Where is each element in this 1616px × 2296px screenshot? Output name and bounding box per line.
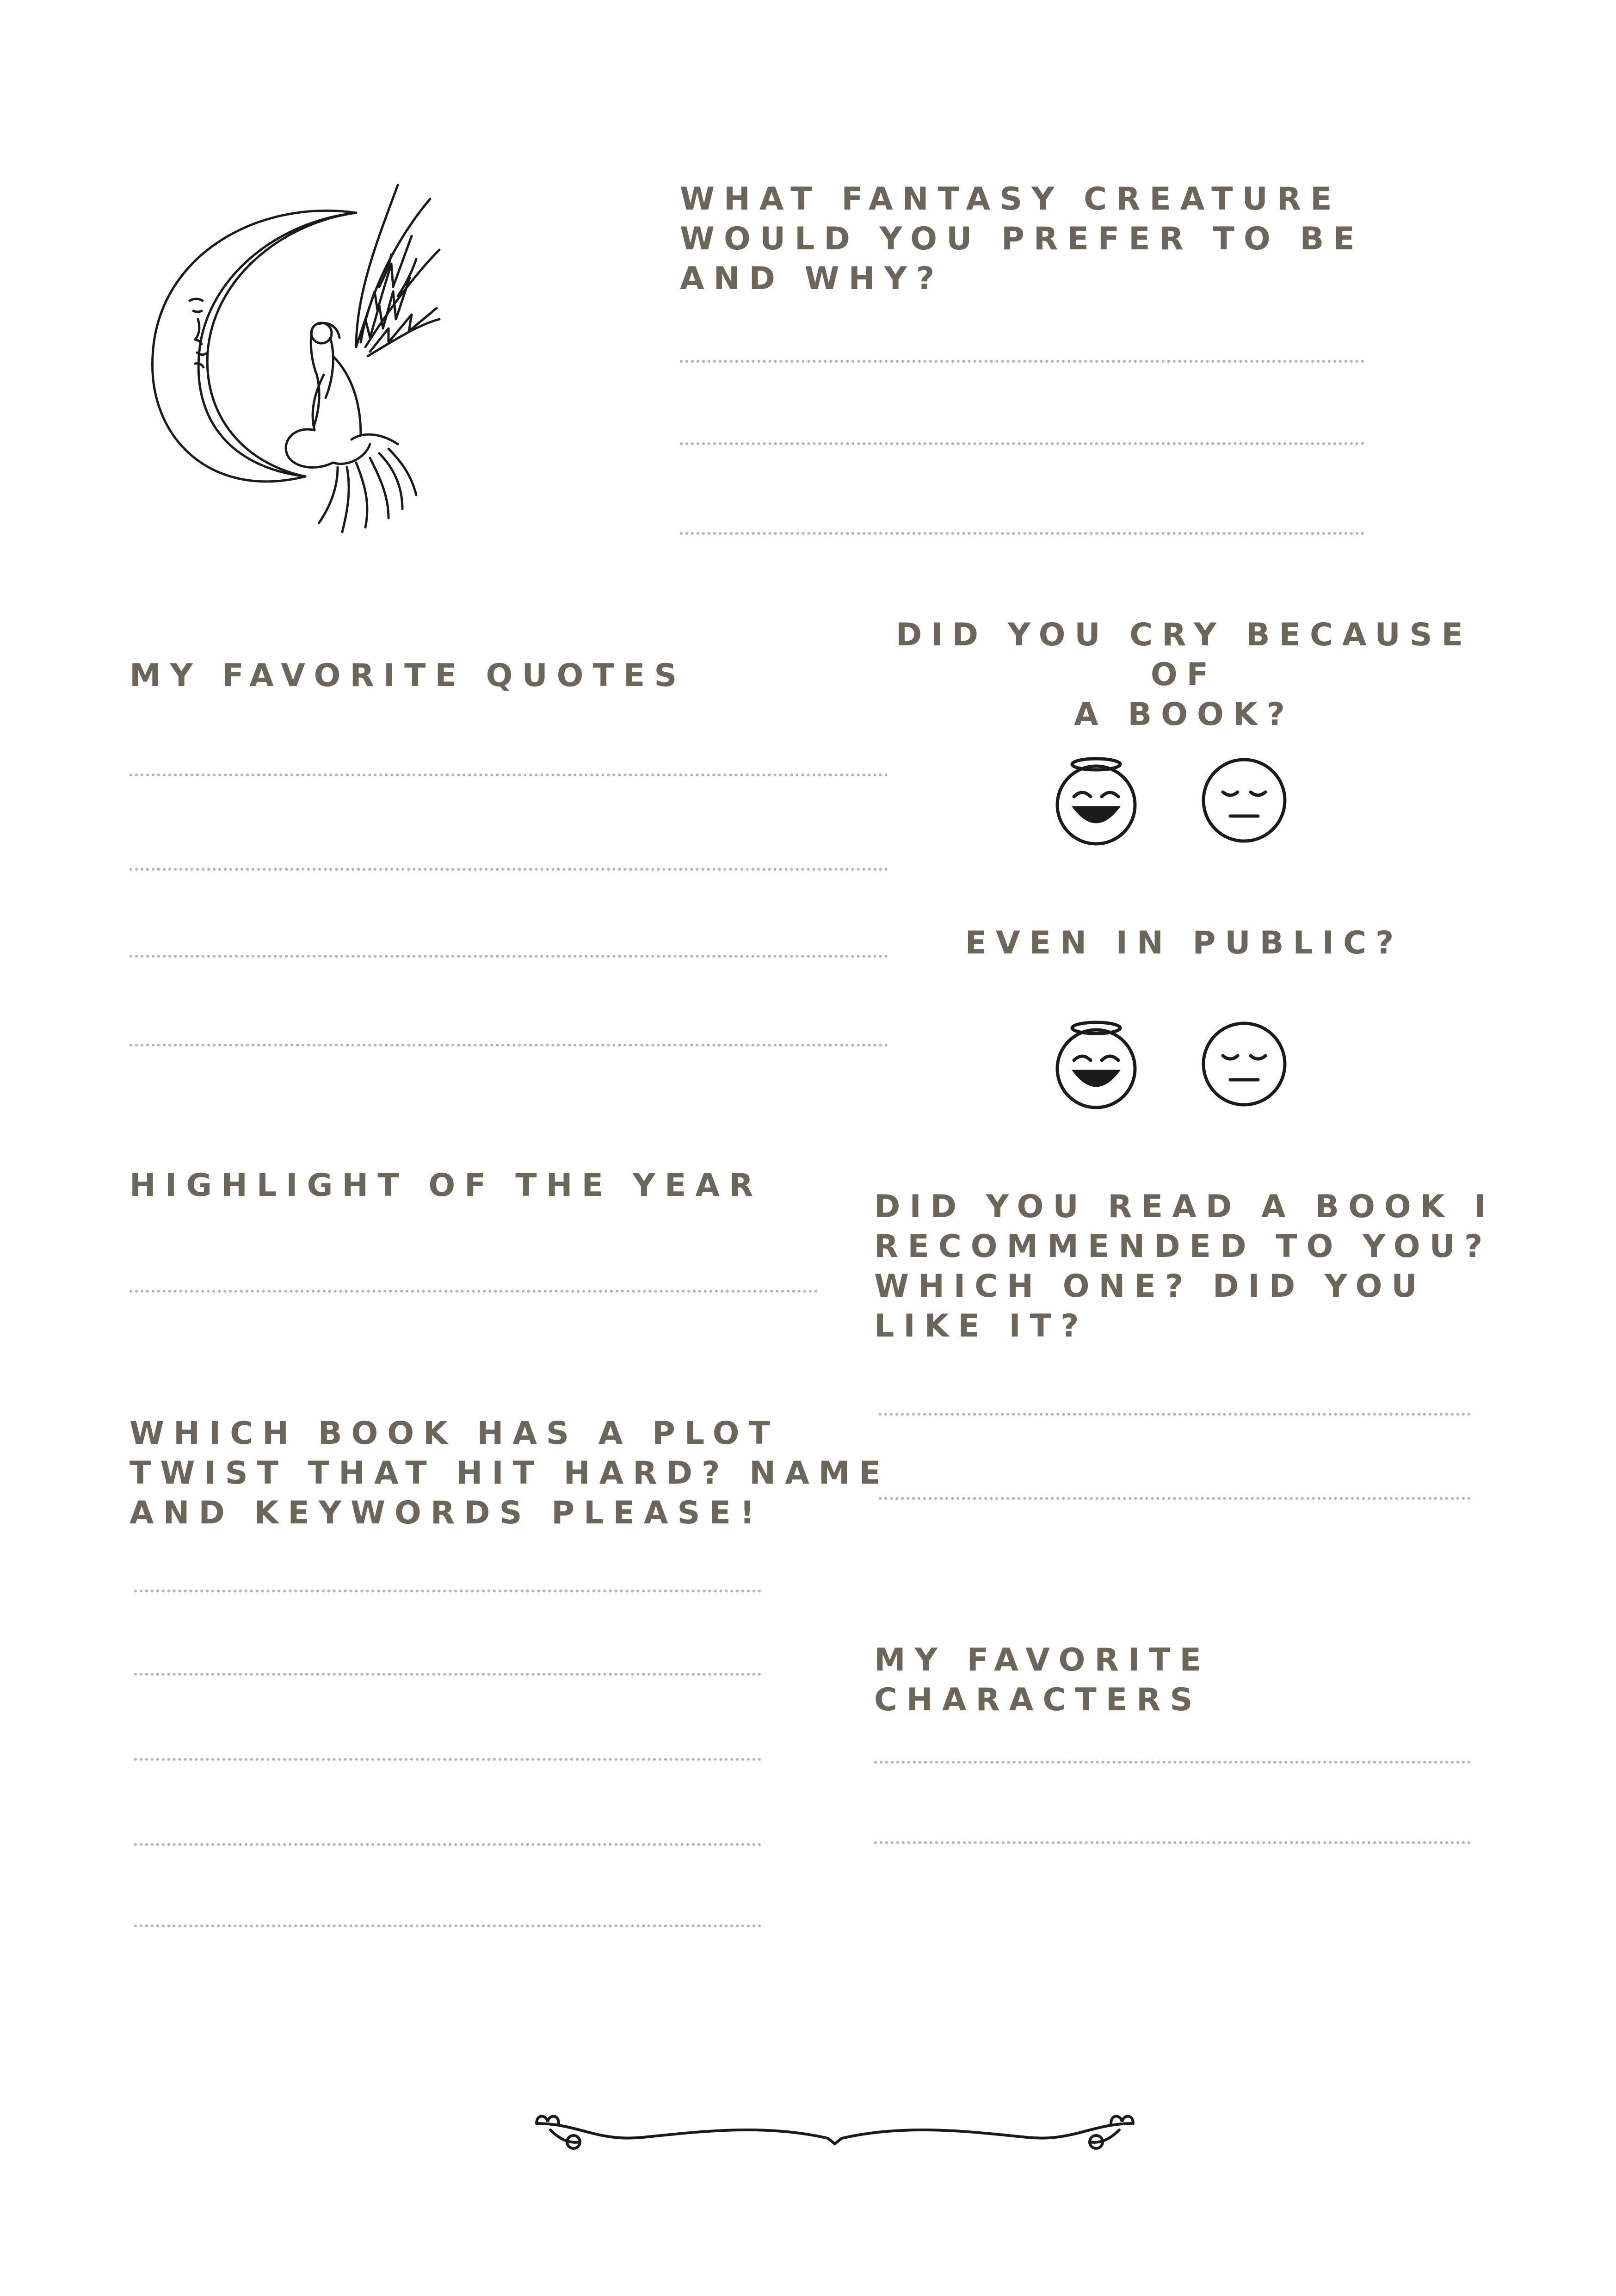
plot-twist-answer-line[interactable] xyxy=(134,1925,761,1927)
quote-answer-line[interactable] xyxy=(130,1044,888,1046)
fantasy-creature-heading: WHAT FANTASY CREATURE WOULD YOU PREFER TO BE AND WHY? xyxy=(680,181,1364,297)
plot-twist-heading: WHICH BOOK HAS A PLOT TWIST THAT HIT HARD? NAME AND KEYWORDS PLEASE! xyxy=(130,1415,890,1531)
neutral-sad-face-icon[interactable] xyxy=(1198,1018,1290,1110)
fantasy-creature-answer-line[interactable] xyxy=(680,532,1364,535)
plot-twist-answer-line[interactable] xyxy=(134,1843,761,1846)
fantasy-creature-answer-line[interactable] xyxy=(680,442,1364,445)
quote-answer-line[interactable] xyxy=(130,955,888,958)
quote-answer-line[interactable] xyxy=(130,774,888,776)
favorite-quotes-heading: MY FAVORITE QUOTES xyxy=(130,657,686,694)
cry-book-heading: DID YOU CRY BECAUSE OF A BOOK? xyxy=(895,617,1473,733)
fantasy-creature-answer-line[interactable] xyxy=(680,360,1364,363)
highlight-year-heading: HIGHLIGHT OF THE YEAR xyxy=(130,1167,763,1204)
smiling-angel-face-icon[interactable] xyxy=(1050,1018,1142,1110)
even-public-heading: EVEN IN PUBLIC? xyxy=(965,925,1403,961)
flourish-divider xyxy=(523,2105,1147,2160)
plot-twist-answer-line[interactable] xyxy=(134,1673,761,1676)
neutral-sad-face-icon[interactable] xyxy=(1198,754,1290,847)
plot-twist-answer-line[interactable] xyxy=(134,1758,761,1761)
quote-answer-line[interactable] xyxy=(130,868,888,871)
favorite-characters-heading: MY FAVORITE CHARACTERS xyxy=(874,1642,1210,1718)
recommended-book-heading: DID YOU READ A BOOK I RECOMMENDED TO YOU? WHICH ONE? DID YOU LIKE IT? xyxy=(874,1188,1495,1344)
recommended-answer-line[interactable] xyxy=(879,1413,1471,1416)
characters-answer-line[interactable] xyxy=(874,1761,1471,1764)
highlight-answer-line[interactable] xyxy=(130,1290,818,1293)
smiling-angel-face-icon[interactable] xyxy=(1050,754,1142,847)
fairy-on-moon-illustration xyxy=(139,180,444,541)
characters-answer-line[interactable] xyxy=(874,1841,1471,1844)
plot-twist-answer-line[interactable] xyxy=(134,1590,761,1592)
recommended-answer-line[interactable] xyxy=(879,1497,1471,1500)
